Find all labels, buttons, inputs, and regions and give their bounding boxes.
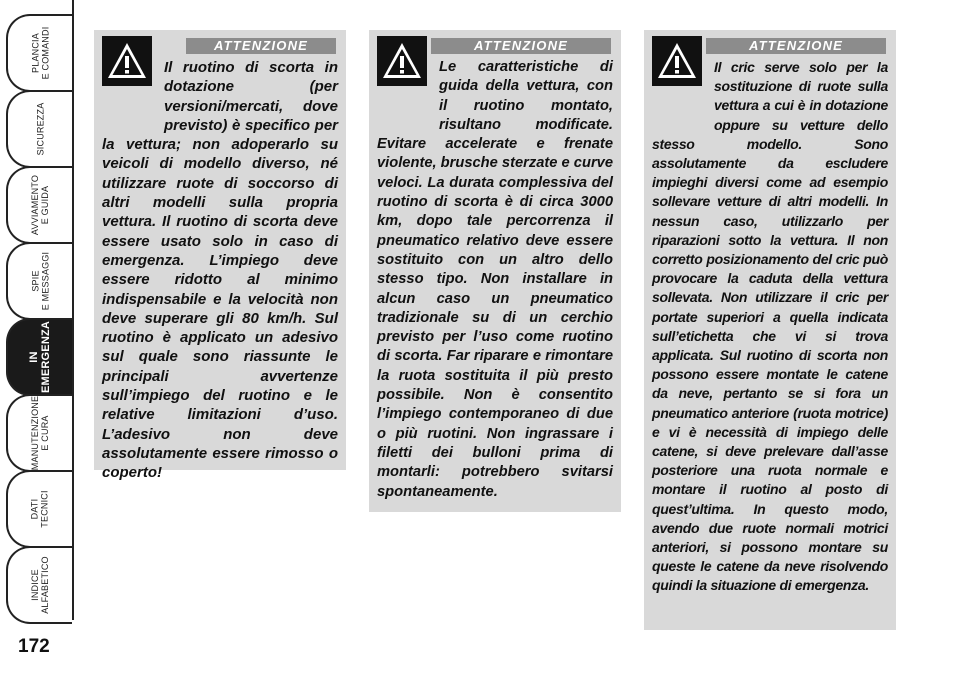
- page-number: 172: [18, 636, 50, 657]
- sidebar-divider: [72, 0, 74, 620]
- tab-label: AVVIAMENTO E GUIDA: [30, 174, 50, 236]
- tab-label: PLANCIA E COMANDI: [30, 26, 50, 80]
- warning-panel-driving-characteristics: [369, 30, 621, 512]
- tab-in-emergenza[interactable]: [6, 318, 72, 396]
- warning-heading: ATTENZIONE: [431, 38, 611, 54]
- tab-label: DATI TECNICI: [30, 490, 50, 528]
- tab-label: SPIE E MESSAGGI: [29, 251, 50, 311]
- tab-label: SICUREZZA: [35, 102, 45, 156]
- warning-triangle-icon: [102, 36, 152, 86]
- tab-avviamento-e-guida[interactable]: [6, 166, 72, 244]
- chapter-sidebar: [0, 0, 80, 677]
- warning-triangle-icon: [652, 36, 702, 86]
- tab-label: INDICE ALFABETICO: [30, 556, 50, 614]
- tab-sicurezza[interactable]: [6, 90, 72, 168]
- tab-label: IN EMERGENZA: [28, 320, 52, 394]
- warning-panel-spare-wheel: [94, 30, 346, 482]
- warning-panel-jack: [644, 30, 896, 630]
- warning-heading: ATTENZIONE: [186, 38, 336, 54]
- warning-heading: ATTENZIONE: [706, 38, 886, 54]
- warning-triangle-icon: [377, 36, 427, 86]
- tab-label: MANUTENZIONE E CURA: [30, 395, 50, 471]
- warning-text: Le caratteristiche di guida della vettura, con il ruotino montato, risultano modificate. Evitare accelerate e frenate violente, brusche sterzate e curve veloci. La durata complessiva del ruotino di scorta è di circa 3000 km, dopo tale percorrenza il pneumatico relativo deve essere sostituito con un altro dello stesso tipo. Non installare in alcun caso un pneumatico tradizionale su di un cerchio previsto per l’uso come ruotino di scorta. Far riparare e rimontare la ruota sostituita il più presto possibile. Non è consentito l’impiego contemporaneo di due o più ruotini. Non ingrassare i filetti dei bulloni prima di montarli: potrebbero svitarsi spontaneamente.: [377, 59, 613, 500]
- tab-dati-tecnici[interactable]: [6, 470, 72, 548]
- warning-text: Il cric serve solo per la sostituzione di ruote sulla vettura a cui è in dotazione oppure su vetture dello stesso modello. Sono assolutamente da escludere impieghi diversi come ad esempio sollevare vetture di altri modelli. In nessun caso, utilizzarlo per riparazioni sotto la vettura. Il non corretto posizionamento del cric può provocare la caduta della vettura sollevata. Non utilizzare il cric per portate superiori a quella indicata sull’etichetta che vi si trova applicata. Sul ruotino di scorta non possono essere montate le catene da neve, pertanto se si fora un pneumatico anteriore (ruota motrice) e vi è necessità di impiego delle catene, si deve prelevare dall’asse posteriore una ruota normale e montare il ruotino al posto di quest’ultima. In questo modo, avendo due ruote normali motrici anteriori, si possono montare su queste le catene da neve risolvendo quindi la situazione di emergenza.: [652, 59, 888, 594]
- tab-manutenzione-e-cura[interactable]: [6, 394, 72, 472]
- tab-indice-alfabetico[interactable]: [6, 546, 72, 624]
- tab-plancia-e-comandi[interactable]: [6, 14, 72, 92]
- warning-text: Il ruotino di scorta in dotazione (per versioni/mercati, dove previsto) è specifico per la vettura; non adoperarlo su veicoli di modello diverso, né utilizzare ruote di soccorso di altri modelli sulla propria vettura. Il ruotino di scorta deve essere usato solo in caso di emergenza. L’impiego deve essere ridotto al minimo indispensabile e la velocità non deve superare gli 80 km/h. Sul ruotino è applicato un adesivo sul quale sono riassunte le principali avvertenze sull’impiego del ruotino e le relative limitazioni d’uso. L’adesivo non deve assolutamente essere rimosso o coperto!: [102, 59, 338, 482]
- tab-spie-e-messaggi[interactable]: [6, 242, 72, 320]
